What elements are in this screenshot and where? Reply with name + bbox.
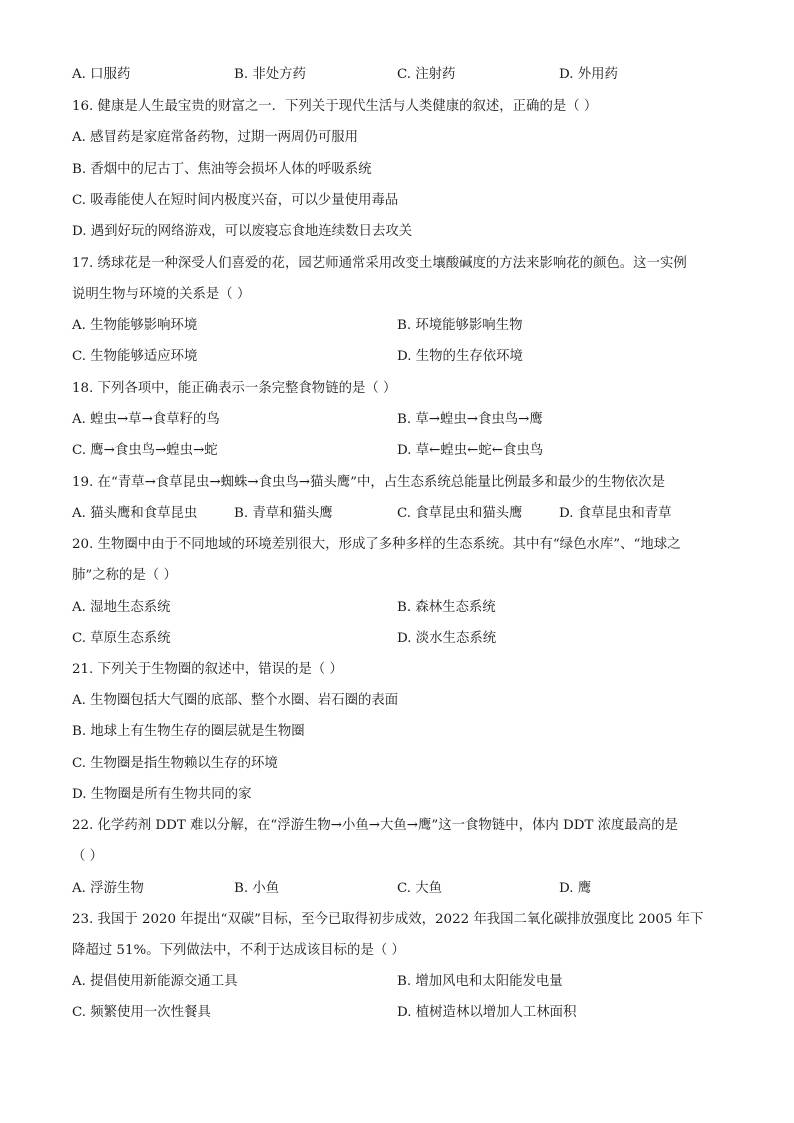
question-21-option-a: A. 生物圈包括大气圈的底部、整个水圈、岩石圈的表面	[72, 693, 399, 708]
question-20-stem-line1: 20. 生物圈中由于不同地域的环境差别很大，形成了多种多样的生态系统。其中有“绿色水库”、“地球之	[72, 537, 681, 552]
question-18-stem: 18. 下列各项中，能正确表示一条完整食物链的是（ ）	[72, 381, 397, 396]
question-21-option-c: C. 生物圈是指生物赖以生存的环境	[72, 756, 278, 771]
question-17-stem-line2: 说明生物与环境的关系是（ ）	[72, 287, 251, 302]
question-20-stem-line2: 肺”之称的是（ ）	[72, 568, 177, 583]
question-16-option-b: B. 香烟中的尼古丁、焦油等会损坏人体的呼吸系统	[72, 162, 372, 177]
question-20-option-b: B. 森林生态系统	[397, 600, 496, 615]
question-18-option-d: D. 草←蝗虫←蛇←食虫鸟	[397, 443, 544, 458]
question-22-stem-line2: （ ）	[72, 849, 104, 864]
question-21-option-b: B. 地球上有生物生存的圈层就是生物圈	[72, 724, 305, 739]
question-23-stem-line2: 降超过 51%。下列做法中，不利于达成该目标的是（ ）	[72, 943, 405, 958]
question-16-option-c: C. 吸毒能使人在短时间内极度兴奋，可以少量使用毒品	[72, 193, 399, 208]
question-23-stem-line1: 23. 我国于 2020 年提出“双碳”目标，至今已取得初步成效，2022 年我国二氧化碳排放强度比 2005 年下	[72, 912, 704, 927]
question-19-option-b: B. 青草和猫头鹰	[234, 506, 333, 521]
question-22-option-d: D. 鹰	[559, 881, 592, 896]
question-22-option-b: B. 小鱼	[234, 881, 280, 896]
question-16-option-a: A. 感冒药是家庭常备药物，过期一两周仍可服用	[72, 130, 358, 145]
question-21-stem: 21. 下列关于生物圈的叙述中，错误的是（ ）	[72, 662, 343, 677]
option-c: C. 注射药	[397, 67, 456, 82]
question-18-option-a: A. 蝗虫→草→食草籽的鸟	[72, 412, 220, 427]
question-20-option-a: A. 湿地生态系统	[72, 600, 171, 615]
question-23-option-b: B. 增加风电和太阳能发电量	[397, 974, 563, 989]
question-23-option-c: C. 频繁使用一次性餐具	[72, 1005, 211, 1020]
question-19-option-d: D. 食草昆虫和青草	[559, 506, 672, 521]
question-18-option-c: C. 鹰→食虫鸟→蝗虫→蛇	[72, 443, 218, 458]
question-20-option-d: D. 淡水生态系统	[397, 631, 497, 646]
question-22-stem-line1: 22. 化学药剂 DDT 难以分解，在“浮游生物→小鱼→大鱼→鹰”这一食物链中，体内 DDT 浓度最高的是	[72, 818, 679, 833]
question-22-option-a: A. 浮游生物	[72, 881, 144, 896]
option-b: B. 非处方药	[234, 67, 306, 82]
question-21-option-d: D. 生物圈是所有生物共同的家	[72, 787, 252, 802]
question-16-stem: 16. 健康是人生最宝贵的财富之一．下列关于现代生活与人类健康的叙述，正确的是（ ）	[72, 99, 598, 114]
question-18-option-b: B. 草→蝗虫→食虫鸟→鹰	[397, 412, 543, 427]
question-22-option-c: C. 大鱼	[397, 881, 443, 896]
question-23-option-a: A. 提倡使用新能源交通工具	[72, 974, 238, 989]
question-19-option-a: A. 猫头鹰和食草昆虫	[72, 506, 198, 521]
question-17-option-c: C. 生物能够适应环境	[72, 349, 198, 364]
question-20-option-c: C. 草原生态系统	[72, 631, 171, 646]
question-17-option-a: A. 生物能够影响环境	[72, 318, 198, 333]
option-d: D. 外用药	[559, 67, 618, 82]
question-17-option-d: D. 生物的生存依环境	[397, 349, 523, 364]
question-17-option-b: B. 环境能够影响生物	[397, 318, 523, 333]
question-19-stem: 19. 在“青草→食草昆虫→蜘蛛→食虫鸟→猫头鹰”中，占生态系统总能量比例最多和最少的生物依次是	[72, 475, 665, 490]
question-16-option-d: D. 遇到好玩的网络游戏，可以废寝忘食地连续数日去攻关	[72, 224, 413, 239]
question-19-option-c: C. 食草昆虫和猫头鹰	[397, 506, 523, 521]
question-17-stem-line1: 17. 绣球花是一种深受人们喜爱的花，园艺师通常采用改变土壤酸碱度的方法来影响花的颜色。这一实例	[72, 256, 687, 271]
option-a: A. 口服药	[72, 67, 131, 82]
question-23-option-d: D. 植树造林以增加人工林面积	[397, 1005, 577, 1020]
